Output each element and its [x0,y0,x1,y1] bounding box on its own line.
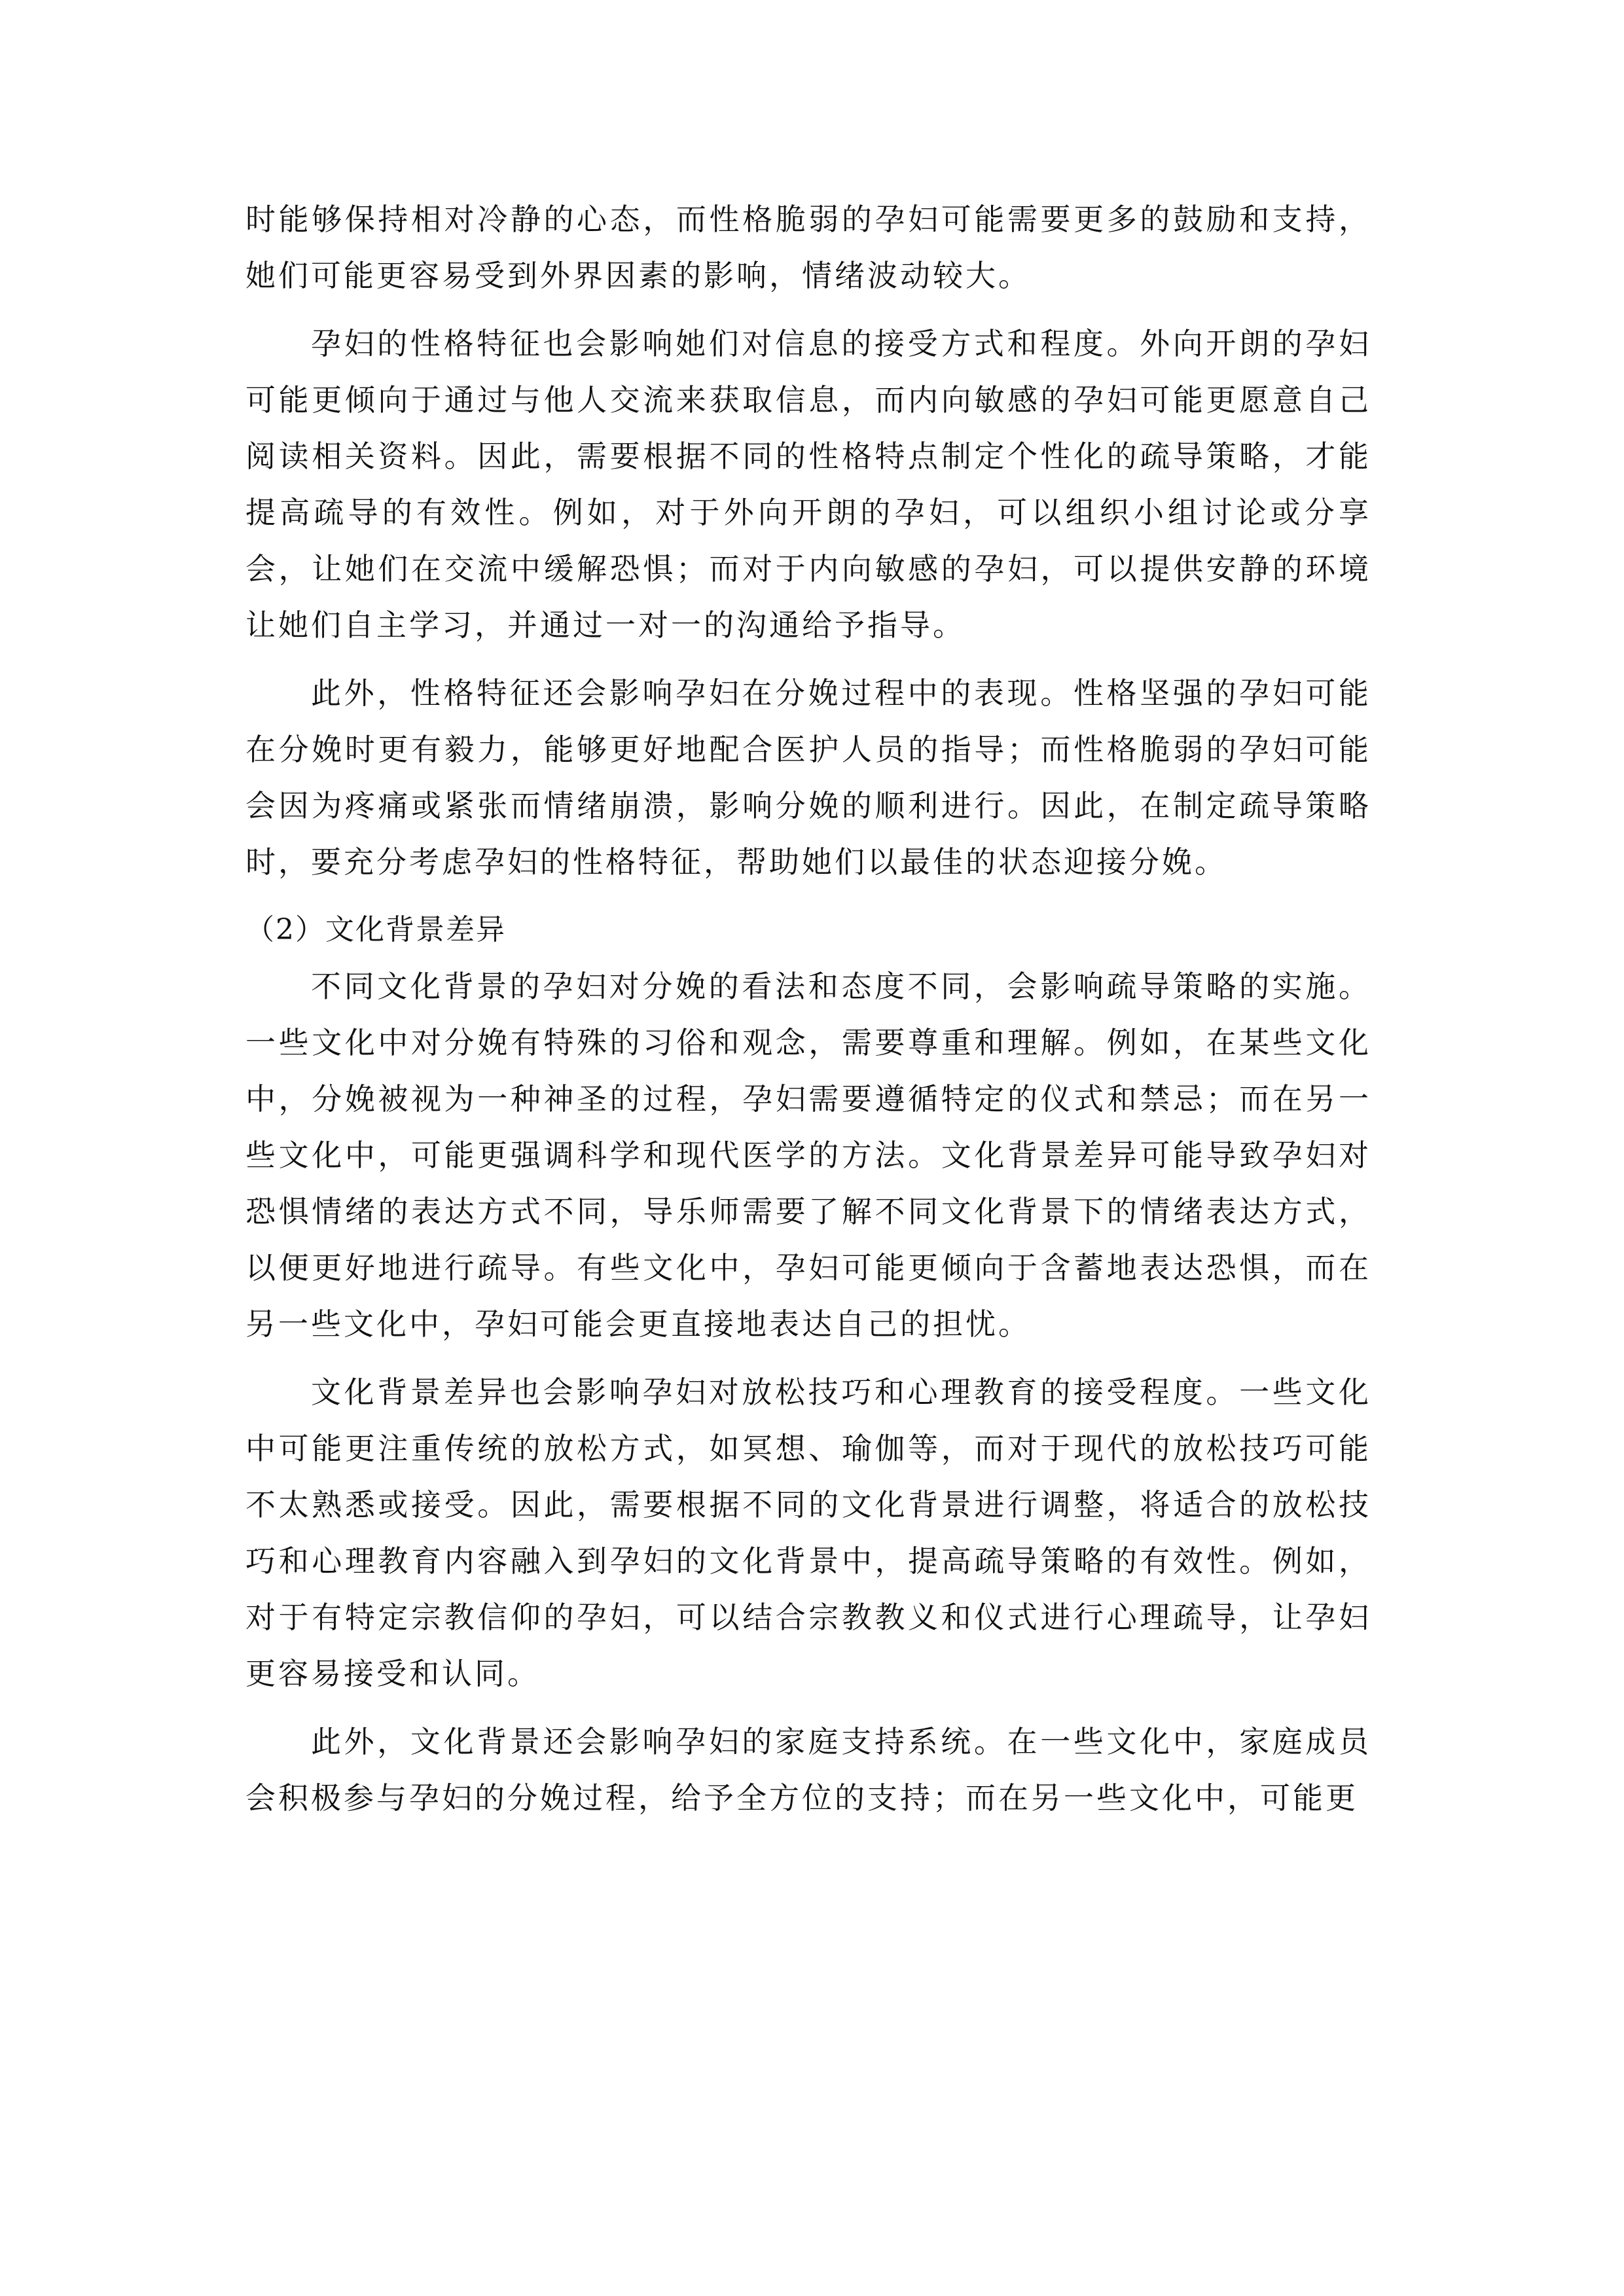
paragraph-personality-delivery: 此外，性格特征还会影响孕妇在分娩过程中的表现。性格坚强的孕妇可能在分娩时更有毅力，能够更好地配合医护人员的指导；而性格脆弱的孕妇可能会因为疼痛或紧张而情绪崩溃，影响分娩的顺利进行。因此，在制定疏导策略时，要充分考虑孕妇的性格特征，帮助她们以最佳的状态迎接分娩。 [245,675,1371,880]
paragraph-cultural-relaxation: 文化背景差异也会影响孕妇对放松技巧和心理教育的接受程度。一些文化中可能更注重传统的放松方式，如冥想、瑜伽等，而对于现代的放松技巧可能不太熟悉或接受。因此，需要根据不同的文化背景进行调整，将适合的放松技巧和心理教育内容融入到孕妇的文化背景中，提高疏导策略的有效性。例如，对于有特定宗教信仰的孕妇，可以结合宗教教义和仪式进行心理疏导，让孕妇更容易接受和认同。 [245,1374,1371,1691]
document-body [245,191,1371,1838]
paragraph-personality-information: 孕妇的性格特征也会影响她们对信息的接受方式和程度。外向开朗的孕妇可能更倾向于通过与他人交流来获取信息，而内向敏感的孕妇可能更愿意自己阅读相关资料。因此，需要根据不同的性格特点制定个性化的疏导策略，才能提高疏导的有效性。例如，对于外向开朗的孕妇，可以组织小组讨论或分享会，让她们在交流中缓解恐惧；而对于内向敏感的孕妇，可以提供安静的环境让她们自主学习，并通过一对一的沟通给予指导。 [245,326,1371,643]
section-heading-cultural-background: （2）文化背景差异 [245,913,506,946]
paragraph-cultural-views: 不同文化背景的孕妇对分娩的看法和态度不同，会影响疏导策略的实施。一些文化中对分娩有特殊的习俗和观念，需要尊重和理解。例如，在某些文化中，分娩被视为一种神圣的过程，孕妇需要遵循特定的仪式和禁忌；而在另一些文化中，可能更强调科学和现代医学的方法。文化背景差异可能导致孕妇对恐惧情绪的表达方式不同，导乐师需要了解不同文化背景下的情绪表达方式，以便更好地进行疏导。有些文化中，孕妇可能更倾向于含蓄地表达恐惧，而在另一些文化中，孕妇可能会更直接地表达自己的担忧。 [245,969,1371,1342]
paragraph-continued: 时能够保持相对冷静的心态，而性格脆弱的孕妇可能需要更多的鼓励和支持，她们可能更容易受到外界因素的影响，情绪波动较大。 [245,202,1371,293]
paragraph-cultural-family: 此外，文化背景还会影响孕妇的家庭支持系统。在一些文化中，家庭成员会积极参与孕妇的分娩过程，给予全方位的支持；而在另一些文化中，可能更 [245,1724,1371,1816]
